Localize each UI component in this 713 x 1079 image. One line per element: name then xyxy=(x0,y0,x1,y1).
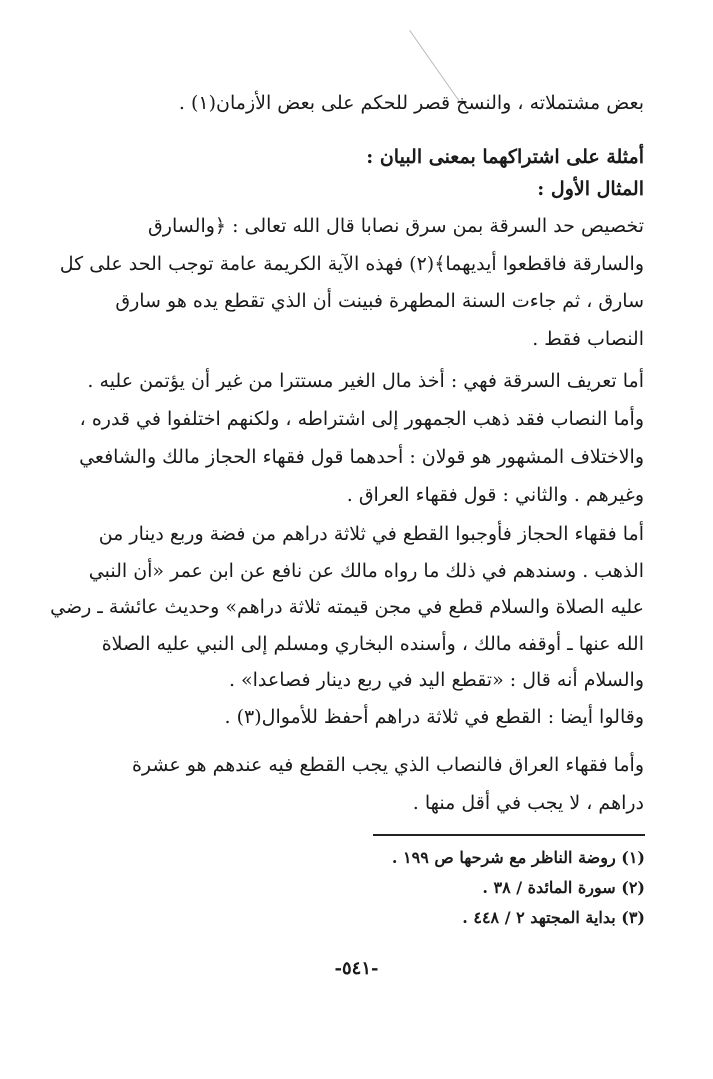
text-line: الذهب . وسندهم في ذلك ما رواه مالك عن نافع عن ابن عمر «أن النبي xyxy=(88,559,644,582)
footnote-1: (١) روضة الناظر مع شرحها ص ١٩٩ . xyxy=(391,848,645,867)
footnote-3: (٣) بداية المجتهد ٢ / ٤٤٨ . xyxy=(462,908,645,927)
section-heading xyxy=(104,146,644,168)
footnote-divider xyxy=(373,834,645,836)
text-line: والسلام أنه قال : «تقطع اليد في ربع دينار فصاعدا» . xyxy=(228,669,644,691)
paragraph-4 xyxy=(104,746,644,822)
text-line: وغيرهم . والثاني : قول فقهاء العراق . xyxy=(346,484,644,506)
heading-examples: أمثلة على اشتراكهما بمعنى البيان : xyxy=(366,146,644,168)
text-line: بعض مشتملاته ، والنسخ قصر للحكم على بعض الأزمان(١) . xyxy=(178,92,644,114)
text-line: وقالوا أيضا : القطع في ثلاثة دراهم أحفظ للأموال(٣) . xyxy=(224,705,644,728)
intro-line xyxy=(104,92,644,114)
heading-first-example: المثال الأول : xyxy=(537,178,644,200)
footnote-2: (٢) سورة المائدة / ٣٨ . xyxy=(482,878,645,897)
text-line: سارق ، ثم جاءت السنة المطهرة فبينت أن الذي تقطع يده هو سارق xyxy=(115,290,644,312)
text-line: النصاب فقط . xyxy=(532,327,644,350)
text-line: وأما فقهاء العراق فالنصاب الذي يجب القطع فيه عندهم هو عشرة xyxy=(131,754,644,776)
text-line: تخصيص حد السرقة بمن سرق نصابا قال الله تعالى : ﴿والسارق xyxy=(148,215,644,237)
text-line: أما تعريف السرقة فهي : أخذ مال الغير مستترا من غير أن يؤتمن عليه . xyxy=(87,370,644,392)
text-line: عليه الصلاة والسلام قطع في مجن قيمته ثلاثة دراهم» وحديث عائشة ـ رضي xyxy=(50,596,644,618)
sub-heading xyxy=(104,178,644,200)
text-line: أما فقهاء الحجاز فأوجبوا القطع في ثلاثة دراهم من فضة وربع دينار من xyxy=(98,523,644,545)
page-number: -٥٤١- xyxy=(334,958,379,979)
text-line: الله عنها ـ أوقفه مالك ، وأسنده البخاري ومسلم إلى النبي عليه الصلاة xyxy=(101,632,644,655)
text-line: والاختلاف المشهور هو قولان : أحدهما قول فقهاء الحجاز مالك والشافعي xyxy=(79,446,644,468)
paragraph-1 xyxy=(59,208,644,358)
paragraph-2 xyxy=(79,362,644,514)
text-line: وأما النصاب فقد ذهب الجمهور إلى اشتراطه ، ولكنهم اختلفوا في قدره ، xyxy=(79,408,644,430)
text-line: والسارقة فاقطعوا أيديهما﴾(٢) فهذه الآية الكريمة عامة توجب الحد على كل xyxy=(59,252,644,275)
text-line: دراهم ، لا يجب في أقل منها . xyxy=(412,792,644,814)
paragraph-3 xyxy=(50,516,644,735)
